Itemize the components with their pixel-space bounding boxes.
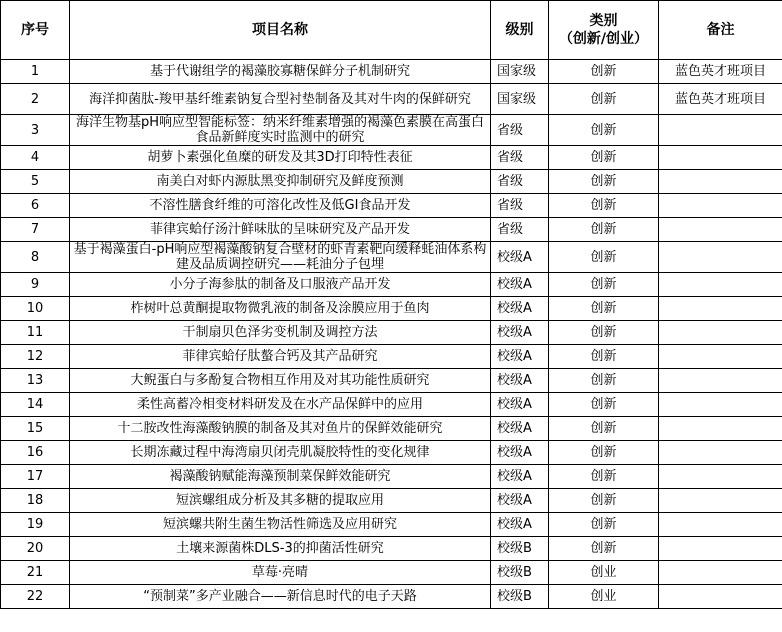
- table-row: [1, 585, 782, 609]
- cell-note: 蓝色英才班项目: [659, 84, 782, 115]
- cell-type: 创新: [549, 60, 659, 84]
- header-name: 项目名称: [70, 1, 491, 60]
- cell-note: [659, 537, 782, 561]
- cell-level: 省级: [491, 218, 549, 242]
- table-row: [1, 84, 782, 115]
- cell-level: 校级A: [491, 297, 549, 321]
- cell-no: 6: [1, 194, 70, 218]
- header-row: [1, 1, 782, 60]
- cell-type: 创新: [549, 194, 659, 218]
- table-row: [1, 218, 782, 242]
- table-row: [1, 115, 782, 146]
- cell-level: 校级A: [491, 417, 549, 441]
- table-row: [1, 146, 782, 170]
- cell-name: 海洋生物基pH响应型智能标签：纳米纤维素增强的褐藻色素膜在高蛋白食品新鲜度实时监测中的研究: [70, 115, 491, 146]
- cell-type: 创新: [549, 465, 659, 489]
- cell-level: 校级A: [491, 369, 549, 393]
- cell-type: 创新: [549, 218, 659, 242]
- cell-level: 省级: [491, 170, 549, 194]
- header-level: 级别: [491, 1, 549, 60]
- cell-no: 18: [1, 489, 70, 513]
- cell-note: [659, 441, 782, 465]
- cell-no: 21: [1, 561, 70, 585]
- cell-name: 柔性高蓄冷相变材料研发及在水产品保鲜中的应用: [70, 393, 491, 417]
- cell-type: 创新: [549, 513, 659, 537]
- header-type-line2: （创新/创业）: [558, 31, 649, 47]
- cell-name: 菲律宾蛤仔肽螯合钙及其产品研究: [70, 345, 491, 369]
- table-row: [1, 321, 782, 345]
- cell-note: [659, 115, 782, 146]
- cell-no: 22: [1, 585, 70, 609]
- table-row: [1, 417, 782, 441]
- cell-note: [659, 242, 782, 273]
- cell-name: 小分子海参肽的制备及口服液产品开发: [70, 273, 491, 297]
- cell-no: 5: [1, 170, 70, 194]
- cell-no: 12: [1, 345, 70, 369]
- cell-name: 草莓·亮晴: [70, 561, 491, 585]
- cell-type: 创新: [549, 393, 659, 417]
- cell-no: 2: [1, 84, 70, 115]
- cell-note: [659, 369, 782, 393]
- cell-level: 国家级: [491, 84, 549, 115]
- cell-name: 不溶性膳食纤维的可溶化改性及低GI食品开发: [70, 194, 491, 218]
- table-row: [1, 465, 782, 489]
- cell-name: 短滨螺组成分析及其多糖的提取应用: [70, 489, 491, 513]
- cell-type: 创新: [549, 417, 659, 441]
- cell-type: 创新: [549, 115, 659, 146]
- cell-name: 柞树叶总黄酮提取物微乳液的制备及涂膜应用于鱼肉: [70, 297, 491, 321]
- cell-no: 19: [1, 513, 70, 537]
- cell-type: 创新: [549, 441, 659, 465]
- cell-note: [659, 170, 782, 194]
- cell-name: 长期冻藏过程中海湾扇贝闭壳肌凝胶特性的变化规律: [70, 441, 491, 465]
- cell-type: 创新: [549, 345, 659, 369]
- cell-no: 9: [1, 273, 70, 297]
- cell-name: 短滨螺共附生菌生物活性筛选及应用研究: [70, 513, 491, 537]
- cell-name: 褐藻酸钠赋能海藻预制菜保鲜效能研究: [70, 465, 491, 489]
- cell-level: 校级B: [491, 585, 549, 609]
- cell-name: 十二胺改性海藻酸钠膜的制备及其对鱼片的保鲜效能研究: [70, 417, 491, 441]
- cell-note: [659, 345, 782, 369]
- cell-no: 13: [1, 369, 70, 393]
- table-row: [1, 537, 782, 561]
- header-type: [549, 1, 659, 60]
- cell-note: [659, 465, 782, 489]
- cell-type: 创新: [549, 489, 659, 513]
- cell-level: 校级A: [491, 441, 549, 465]
- cell-level: 校级A: [491, 273, 549, 297]
- cell-name: 胡萝卜素强化鱼糜的研发及其3D打印特性表征: [70, 146, 491, 170]
- cell-no: 17: [1, 465, 70, 489]
- header-type-line1: 类别: [589, 13, 618, 29]
- cell-name: 南美白对虾内源肽黑变抑制研究及鲜度预测: [70, 170, 491, 194]
- cell-no: 4: [1, 146, 70, 170]
- cell-note: [659, 218, 782, 242]
- cell-name: 菲律宾蛤仔汤汁鲜味肽的呈味研究及产品开发: [70, 218, 491, 242]
- cell-note: [659, 297, 782, 321]
- cell-no: 11: [1, 321, 70, 345]
- cell-level: 校级A: [491, 345, 549, 369]
- cell-no: 20: [1, 537, 70, 561]
- table-row: [1, 513, 782, 537]
- cell-name: 基于代谢组学的褐藻胶寡糖保鲜分子机制研究: [70, 60, 491, 84]
- table-row: [1, 441, 782, 465]
- cell-name: 海洋抑菌肽-羧甲基纤维素钠复合型衬垫制备及其对牛肉的保鲜研究: [70, 84, 491, 115]
- cell-no: 8: [1, 242, 70, 273]
- cell-name: 大鲵蛋白与多酚复合物相互作用及对其功能性质研究: [70, 369, 491, 393]
- table-body: [1, 60, 782, 609]
- cell-type: 创新: [549, 242, 659, 273]
- cell-level: 校级A: [491, 321, 549, 345]
- cell-type: 创新: [549, 84, 659, 115]
- table-row: [1, 561, 782, 585]
- header-no: 序号: [1, 1, 70, 60]
- cell-no: 3: [1, 115, 70, 146]
- cell-level: 校级A: [491, 489, 549, 513]
- cell-level: 国家级: [491, 60, 549, 84]
- table-row: [1, 489, 782, 513]
- cell-level: 校级A: [491, 242, 549, 273]
- cell-no: 10: [1, 297, 70, 321]
- cell-note: [659, 561, 782, 585]
- cell-type: 创新: [549, 537, 659, 561]
- cell-note: [659, 393, 782, 417]
- cell-note: [659, 321, 782, 345]
- table-row: [1, 60, 782, 84]
- cell-level: 校级B: [491, 537, 549, 561]
- table-row: [1, 273, 782, 297]
- table-row: [1, 242, 782, 273]
- cell-type: 创新: [549, 321, 659, 345]
- cell-no: 15: [1, 417, 70, 441]
- cell-level: 校级B: [491, 561, 549, 585]
- cell-no: 14: [1, 393, 70, 417]
- cell-name: 土壤来源菌株DLS-3的抑菌活性研究: [70, 537, 491, 561]
- cell-name: “预制菜”多产业融合——新信息时代的电子天路: [70, 585, 491, 609]
- table-row: [1, 345, 782, 369]
- cell-level: 省级: [491, 194, 549, 218]
- cell-type: 创新: [549, 146, 659, 170]
- cell-note: [659, 417, 782, 441]
- cell-note: [659, 146, 782, 170]
- cell-note: [659, 513, 782, 537]
- cell-type: 创业: [549, 561, 659, 585]
- cell-note: [659, 273, 782, 297]
- cell-name: 干制扇贝色泽劣变机制及调控方法: [70, 321, 491, 345]
- cell-name: 基于褐藻蛋白-pH响应型褐藻酸钠复合壁材的虾青素靶向缓释蚝油体系构建及品质调控研究——耗油分子包埋: [70, 242, 491, 273]
- cell-note: [659, 585, 782, 609]
- cell-type: 创新: [549, 369, 659, 393]
- header-note: 备注: [659, 1, 782, 60]
- cell-no: 1: [1, 60, 70, 84]
- cell-level: 校级A: [491, 393, 549, 417]
- cell-level: 省级: [491, 115, 549, 146]
- cell-no: 16: [1, 441, 70, 465]
- cell-no: 7: [1, 218, 70, 242]
- cell-level: 校级A: [491, 465, 549, 489]
- cell-note: 蓝色英才班项目: [659, 60, 782, 84]
- cell-type: 创新: [549, 273, 659, 297]
- cell-level: 校级A: [491, 513, 549, 537]
- cell-type: 创新: [549, 170, 659, 194]
- cell-level: 省级: [491, 146, 549, 170]
- table-row: [1, 393, 782, 417]
- cell-note: [659, 489, 782, 513]
- table-row: [1, 369, 782, 393]
- table-row: [1, 297, 782, 321]
- cell-type: 创业: [549, 585, 659, 609]
- cell-note: [659, 194, 782, 218]
- cell-type: 创新: [549, 297, 659, 321]
- table-row: [1, 194, 782, 218]
- table-row: [1, 170, 782, 194]
